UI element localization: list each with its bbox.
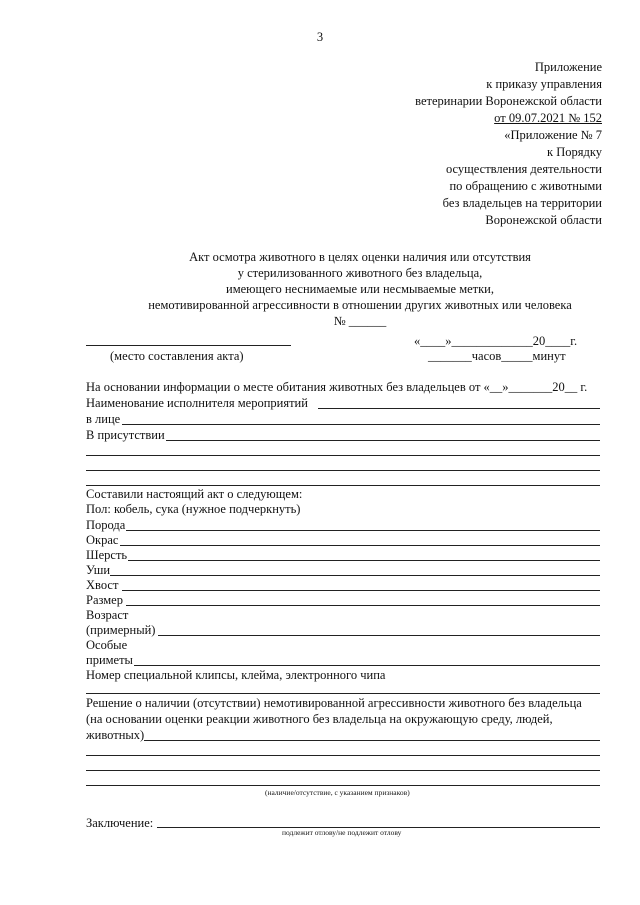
header-line: к приказу управления bbox=[486, 77, 602, 91]
person-label: в лице bbox=[86, 412, 121, 426]
basis-line: На основании информации о месте обитания животных без владельцев от «__»_______20__ г. bbox=[86, 380, 588, 394]
coat-label: Шерсть bbox=[86, 548, 128, 562]
time-field[interactable]: _______часов_____минут bbox=[428, 349, 566, 363]
breed-label: Порода bbox=[86, 518, 126, 532]
coat-field[interactable] bbox=[128, 560, 600, 561]
header-line: «Приложение № 7 bbox=[504, 128, 602, 142]
header-line: Приложение bbox=[534, 60, 602, 74]
size-label: Размер bbox=[86, 593, 123, 607]
header-line: Воронежской области bbox=[485, 213, 602, 227]
place-field-line[interactable] bbox=[86, 345, 291, 346]
executor-field[interactable] bbox=[318, 408, 600, 409]
title-line: имеющего неснимаемые или несмываемые метки, bbox=[226, 282, 494, 296]
decision-caption: (наличие/отсутствие, с указанием признаков) bbox=[265, 788, 410, 797]
sex-label: Пол: кобель, сука (нужное подчеркнуть) bbox=[86, 502, 301, 516]
conclusion-caption: подлежит отлову/не подлежит отлову bbox=[282, 828, 402, 837]
tail-label: Хвост bbox=[86, 578, 119, 592]
page-number: 3 bbox=[316, 30, 324, 44]
marks-label-2: приметы bbox=[86, 653, 133, 667]
decision-extra-line[interactable] bbox=[86, 755, 600, 756]
decision-extra-line[interactable] bbox=[86, 785, 600, 786]
age-field[interactable] bbox=[158, 635, 600, 636]
person-field[interactable] bbox=[122, 424, 600, 425]
marks-label: Особые bbox=[86, 638, 128, 652]
decision-label: Решение о наличии (отсутствии) немотивированной агрессивности животного без владельца bbox=[86, 696, 582, 710]
size-field[interactable] bbox=[126, 605, 600, 606]
header-line: ветеринарии Воронежской области bbox=[415, 94, 602, 108]
presence-extra-line[interactable] bbox=[86, 470, 600, 471]
decision-extra-line[interactable] bbox=[86, 770, 600, 771]
conclusion-label: Заключение: bbox=[86, 816, 154, 830]
compiled-label: Составили настоящий акт о следующем: bbox=[86, 487, 303, 501]
presence-extra-line[interactable] bbox=[86, 455, 600, 456]
date-field[interactable]: «____»_____________20____г. bbox=[414, 334, 578, 348]
presence-extra-line[interactable] bbox=[86, 485, 600, 486]
marks-field[interactable] bbox=[134, 665, 600, 666]
header-line: осуществления деятельности bbox=[445, 162, 602, 176]
header-line: по обращению с животными bbox=[449, 179, 602, 193]
color-label: Окрас bbox=[86, 533, 119, 547]
decision-field[interactable] bbox=[144, 740, 600, 741]
presence-label: В присутствии bbox=[86, 428, 165, 442]
act-number: № ______ bbox=[333, 314, 387, 328]
header-line: без владельцев на территории bbox=[442, 196, 602, 210]
breed-field[interactable] bbox=[126, 530, 600, 531]
executor-label: Наименование исполнителя мероприятий bbox=[86, 396, 308, 410]
age-label: Возраст bbox=[86, 608, 129, 622]
chip-label: Номер специальной клипсы, клейма, электронного чипа bbox=[86, 668, 386, 682]
age-label-approx: (примерный) bbox=[86, 623, 156, 637]
title-line: немотивированной агрессивности в отношении других животных или человека bbox=[148, 298, 572, 312]
chip-field[interactable] bbox=[86, 693, 600, 694]
header-line: к Порядку bbox=[547, 145, 602, 159]
decision-label-2: (на основании оценки реакции животного без владельца на окружающую среду, людей, bbox=[86, 712, 553, 726]
ears-label: Уши bbox=[86, 563, 111, 577]
ears-field[interactable] bbox=[110, 575, 600, 576]
tail-field[interactable] bbox=[122, 590, 600, 591]
presence-field[interactable] bbox=[166, 440, 600, 441]
title-line: у стерилизованного животного без владельца, bbox=[237, 266, 483, 280]
title-line: Акт осмотра животного в целях оценки наличия или отсутствия bbox=[189, 250, 531, 264]
color-field[interactable] bbox=[120, 545, 600, 546]
header-order-number: от 09.07.2021 № 152 bbox=[494, 111, 602, 125]
place-caption: (место составления акта) bbox=[110, 349, 244, 363]
decision-label-3: животных) bbox=[86, 728, 145, 742]
